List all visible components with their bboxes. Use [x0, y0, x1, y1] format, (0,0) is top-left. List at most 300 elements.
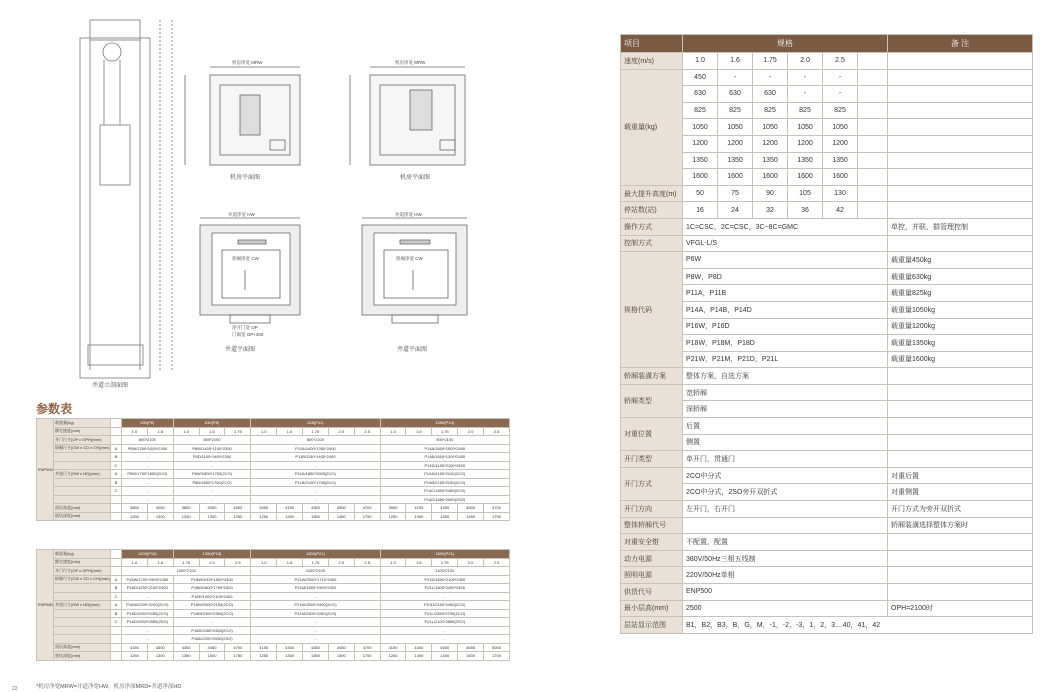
param-cell: 5000 [484, 643, 510, 652]
param-cell: 825(P11) [251, 419, 380, 428]
load-val: 1050 [683, 119, 718, 136]
load-val: 450 [683, 69, 718, 86]
param-cell: - [122, 626, 174, 635]
spec-table-wrapper [620, 34, 1032, 634]
door-type-label: 开门类型 [621, 451, 683, 468]
param-cell: 1250 [251, 652, 277, 661]
rise-label: 最大提升高度(m) [621, 185, 683, 202]
rise-val: 75 [718, 185, 753, 202]
blank [858, 102, 888, 119]
param-sub [111, 635, 122, 644]
param-row [37, 470, 510, 479]
load-val: 825 [718, 102, 753, 119]
param-cell: 4450 [199, 643, 225, 652]
load-val: 630 [753, 86, 788, 103]
param-cell: P18D/1400*2100*2400 [173, 592, 251, 601]
rise-val: 105 [788, 185, 823, 202]
param-sub: C [111, 461, 122, 470]
param-label [54, 626, 111, 635]
param-cell: P14D/1850*2550(2SO) [380, 495, 509, 504]
param-row [37, 575, 510, 584]
caption-section: 井道立剖面图 [92, 383, 129, 389]
param-cell: - [380, 635, 509, 644]
param-cell: - [122, 478, 174, 487]
param-cell: 4500 [458, 504, 484, 513]
param-sub: C [111, 487, 122, 496]
param-row [37, 601, 510, 610]
page-number: 22 [12, 686, 18, 692]
spec-row [621, 102, 1033, 119]
load-val: - [788, 86, 823, 103]
param-label: 载重量(kg) [54, 550, 111, 559]
code-val: P21W，P21M，P21D，P21L [683, 351, 888, 368]
spec-row [621, 35, 1033, 53]
blank [858, 135, 888, 152]
spec-row [621, 252, 1033, 269]
param-label [54, 584, 111, 593]
param-cell: 1350 [173, 652, 199, 661]
param-cell: 4700 [484, 504, 510, 513]
blank [888, 550, 1033, 567]
param-cell: 4700 [354, 643, 380, 652]
param-cell: P14B/2150*2150(2CO) [380, 478, 509, 487]
param-cell: 800*2100 [122, 436, 174, 445]
spec-row [621, 617, 1033, 634]
param-cell: 1350 [303, 652, 329, 661]
param-cell: 1300 [406, 512, 432, 521]
load-val: 630 [683, 86, 718, 103]
param-sub: B [111, 609, 122, 618]
power-label: 动力电源 [621, 550, 683, 567]
load-val: - [788, 69, 823, 86]
param-cell: 1450 [458, 512, 484, 521]
safety-value: 不配置，配置 [683, 534, 888, 551]
param-row [37, 643, 510, 652]
param-label: 载重量(kg) [54, 419, 111, 428]
stops-val: 32 [753, 202, 788, 219]
blank [888, 53, 1033, 70]
blank [888, 119, 1033, 136]
blank [858, 185, 888, 202]
blank [858, 152, 888, 169]
supply-value: ENP500 [683, 584, 888, 601]
param-cell: 1350(P18) [173, 550, 251, 559]
param-cell: P18W/2000*1500*2400 [173, 575, 251, 584]
param-row [37, 453, 510, 462]
spec-row [621, 119, 1033, 136]
param-cell: 1350 [225, 512, 251, 521]
blank [858, 69, 888, 86]
param-cell: 1.75 [432, 427, 458, 436]
hoistway-plan-1 [200, 218, 300, 323]
param-cell: P6W/1200*1000*2300 [122, 444, 174, 453]
param-cell: 1.6 [277, 558, 303, 567]
spec-row [621, 53, 1033, 70]
param-cell: - [251, 592, 380, 601]
spec-row [621, 401, 1033, 418]
param-row [37, 436, 510, 445]
speed-val: 1.0 [683, 53, 718, 70]
type-label: 轿厢类型 [621, 384, 683, 417]
param-cell: - [380, 626, 509, 635]
light-value: 220V/50Hz单相 [683, 567, 888, 584]
param-cell: 1250 [380, 652, 406, 661]
code-note: 载重量630kg [888, 268, 1033, 285]
param-label [54, 487, 111, 496]
blank [888, 584, 1033, 601]
spec-row [621, 285, 1033, 302]
code-note: 载重量1600kg [888, 351, 1033, 368]
param-sub [111, 643, 122, 652]
param-label: 开门尺寸(OP x OPH)(mm) [54, 567, 111, 576]
param-cell: 1100*2100 [380, 567, 509, 576]
label-op-200: 门洞宽 OP+200 [232, 332, 264, 337]
load-val: 630 [718, 86, 753, 103]
load-val: - [823, 86, 858, 103]
param-cell: 1.75 [225, 427, 251, 436]
param-cell: - [122, 461, 174, 470]
param-cell: 1.0 [380, 427, 406, 436]
stops-label: 停站数(站) [621, 202, 683, 219]
param-row [37, 626, 510, 635]
param-cell: 1100*2100 [251, 567, 380, 576]
speed-val: 2.5 [823, 53, 858, 70]
param-row [37, 558, 510, 567]
param-cell: 4500 [432, 643, 458, 652]
param-sub [111, 436, 122, 445]
blank [858, 86, 888, 103]
param-cell: 2.5 [354, 427, 380, 436]
param-cell: 2.0 [199, 558, 225, 567]
spec-row [621, 567, 1033, 584]
param-cell: - [122, 592, 174, 601]
param-cell: 1350 [432, 512, 458, 521]
param-cell: P8W/1800*1750(2CO) [173, 470, 251, 479]
stops-val: 42 [823, 202, 858, 219]
floor-note: OPH=2100时 [888, 600, 1033, 617]
param-cell: 2.5 [225, 558, 251, 567]
param-sub [111, 626, 122, 635]
param-row [37, 550, 510, 559]
param-cell: - [122, 487, 174, 496]
label-mrw-2: 机房净宽 MRW [395, 60, 426, 65]
param-sub [111, 427, 122, 436]
param-label [54, 461, 111, 470]
head-note: 备 注 [888, 35, 1033, 53]
param-sub [111, 512, 122, 521]
param-label: 开门尺寸(OP x OPH)(mm) [54, 436, 111, 445]
param-cell: 4150 [122, 643, 148, 652]
param-label: 井道尺寸(HW x HD)(mm) [54, 470, 111, 479]
label-cw-1: 轿厢净宽 CW [232, 256, 259, 261]
light-label: 照明电源 [621, 567, 683, 584]
param-cell: P21D/2150*2450(2CO) [380, 601, 509, 610]
load-val: 1050 [823, 119, 858, 136]
param-cell: P21W/2000*1710*2400 [251, 575, 380, 584]
param-cell: P16W/2200*2200(2CO) [122, 601, 174, 610]
load-val: 1600 [788, 169, 823, 186]
load-val: 1350 [753, 152, 788, 169]
safety-label: 对重安全钳 [621, 534, 683, 551]
param-cell: 4450 [328, 643, 354, 652]
caption-hw-2: 井道平面图 [397, 347, 428, 353]
param-cell: 2.0 [328, 558, 354, 567]
param-cell: P16D/2050*2450(2CO) [122, 609, 174, 618]
load-val: 825 [788, 102, 823, 119]
param-cell: 1.6 [406, 558, 432, 567]
range-value: B1，B2，B3，B，G，M，-1，-2，-3，1，2，3....40，41，42 [683, 617, 1033, 634]
param-cell: - [251, 495, 380, 504]
hoistway-section-drawing [80, 20, 172, 378]
blank [888, 235, 1033, 252]
param-cell: 1300 [406, 652, 432, 661]
param-sub [111, 504, 122, 513]
param-cell: 2.5 [484, 427, 510, 436]
param-cell: P11A/1850*2000(2CO) [251, 470, 380, 479]
param-cell: 4050 [199, 504, 225, 513]
cwt-val: 后置 [683, 418, 888, 435]
param-cell: 1300 [277, 652, 303, 661]
param-row [37, 444, 510, 453]
load-val: 1350 [823, 152, 858, 169]
label-op: 净开门宽 OP [232, 325, 258, 330]
param-label: 顶层高度(mm) [54, 643, 111, 652]
param-cell: 4350 [173, 643, 199, 652]
spec-row [621, 301, 1033, 318]
param-row [37, 635, 510, 644]
param-cell: 3950 [380, 504, 406, 513]
load-val: 1050 [718, 119, 753, 136]
param-label [54, 609, 111, 618]
param-label: 顶层高度(mm) [54, 504, 111, 513]
ctrl-label: 控制方式 [621, 235, 683, 252]
param-cell: - [251, 487, 380, 496]
door-mode-val: 2CO中分式，2SO旁开双折式 [683, 484, 888, 501]
load-val: 1600 [823, 169, 858, 186]
param-sub [111, 567, 122, 576]
param-cell: P21W/2500*2400(2CO) [251, 601, 380, 610]
param-cell: 1750 [225, 652, 251, 661]
spec-row [621, 517, 1033, 534]
param-cell: 2.5 [354, 558, 380, 567]
deco-code-note: 轿厢装潢选择整体方案时 [888, 517, 1033, 534]
param-cell: 2.0 [458, 427, 484, 436]
param-cell: 1750 [354, 512, 380, 521]
load-val: 1350 [718, 152, 753, 169]
param-cell: - [122, 495, 174, 504]
supply-label: 供货代号 [621, 584, 683, 601]
spec-row [621, 218, 1033, 235]
param-label [54, 592, 111, 601]
spec-row [621, 384, 1033, 401]
blank [888, 135, 1033, 152]
param-sub: A [111, 601, 122, 610]
param-cell: P18W/2500*2150(2CO) [173, 601, 251, 610]
param-cell: P21M/1800*1900*2400 [251, 584, 380, 593]
param-cell: 4400 [406, 643, 432, 652]
spec-row [621, 318, 1033, 335]
param-cell: 1500 [199, 652, 225, 661]
param-cell: 4350 [303, 643, 329, 652]
door-dir-label: 开门方向 [621, 501, 683, 518]
code-val: P6W [683, 252, 888, 269]
param-cell: 1250 [380, 512, 406, 521]
op-label: 操作方式 [621, 218, 683, 235]
param-cell: 1600(P21) [380, 550, 509, 559]
param-cell: 1.0 [122, 427, 148, 436]
label-mrw-1: 机房净宽 MRW [232, 60, 263, 65]
param-sub [111, 495, 122, 504]
blank [888, 152, 1033, 169]
param-cell: 1600(P21) [251, 550, 380, 559]
param-cell: 1.0 [251, 427, 277, 436]
param-cell: - [173, 487, 251, 496]
code-val: P11A，P11B [683, 285, 888, 302]
param-cell: 1.0 [380, 558, 406, 567]
head-spec: 规格 [683, 35, 888, 53]
spec-row [621, 351, 1033, 368]
param-sub: B [111, 478, 122, 487]
param-sub [111, 558, 122, 567]
speed-label: 速度(m/s) [621, 53, 683, 70]
footnote: *机房净宽MRW=井道净宽HW，机房净深MRD=井道净深HD [36, 684, 182, 690]
param-cell: 2.5 [484, 558, 510, 567]
param-cell: 1050(P14) [380, 419, 509, 428]
param-cell: 1300 [277, 512, 303, 521]
param-label [54, 618, 111, 627]
param-cell: 4150 [406, 504, 432, 513]
blank [888, 69, 1033, 86]
blank [888, 418, 1033, 435]
param-cell: - [251, 618, 380, 627]
label-cw-2: 轿厢净宽 CW [396, 256, 423, 261]
param-row [37, 478, 510, 487]
ctrl-value: VFGL-L/S [683, 235, 888, 252]
param-label: 额定速度(m/s) [54, 558, 111, 567]
param-cell: 1.0 [122, 558, 148, 567]
param-cell: P18M/2300*2350(2CO) [173, 609, 251, 618]
blank [888, 384, 1033, 401]
param-cell: 3950 [251, 504, 277, 513]
door-mode-label: 开门方式 [621, 467, 683, 500]
param-cell: 1450 [328, 512, 354, 521]
param-cell: 1300 [147, 652, 173, 661]
blank [888, 169, 1033, 186]
param-cell: 4700 [354, 504, 380, 513]
speed-val: 2.0 [788, 53, 823, 70]
rise-val: 50 [683, 185, 718, 202]
param-cell: P8D/1100*1400*2300 [173, 453, 251, 462]
load-val: - [823, 69, 858, 86]
param-row [37, 487, 510, 496]
param-cell: 1.75 [303, 427, 329, 436]
spec-row [621, 534, 1033, 551]
code-val: P18W，P18M，P18D [683, 335, 888, 352]
param-cell: P14D/1100*2100*2400 [380, 461, 509, 470]
param-cell: 1700 [484, 652, 510, 661]
code-val: P14A，P14B，P14D [683, 301, 888, 318]
load-val: 825 [683, 102, 718, 119]
param-cell: P11B/2100*1750(2CO) [251, 478, 380, 487]
param-cell: 800*2100 [251, 436, 380, 445]
code-note: 载重量1350kg [888, 335, 1033, 352]
param-cell: 1.75 [173, 558, 199, 567]
param-cell: P8D/1800*1750(2CO) [173, 478, 251, 487]
params-table-enp580 [36, 549, 510, 661]
spec-row [621, 235, 1033, 252]
param-sub [111, 419, 122, 428]
blank [888, 102, 1033, 119]
op-value: 1C=CSC，2C=CSC，3C~8C=GMC [683, 218, 888, 235]
param-cell: 800*2100 [173, 436, 251, 445]
spec-row [621, 135, 1033, 152]
spec-row [621, 69, 1033, 86]
param-cell: P16D/2050*2550(2SO) [122, 618, 174, 627]
load-val: 1200 [823, 135, 858, 152]
param-cell: 1200(P16) [122, 550, 174, 559]
param-side: ENP580 [37, 550, 54, 661]
door-mode-note: 对重后置 [888, 467, 1033, 484]
blank [888, 434, 1033, 451]
load-label: 载重量(kg) [621, 69, 683, 185]
param-label [54, 495, 111, 504]
blank [858, 202, 888, 219]
param-row [37, 504, 510, 513]
param-cell: 4350 [432, 504, 458, 513]
param-label: 额定速度(m/s) [54, 427, 111, 436]
head-item: 项目 [621, 35, 683, 53]
load-val: 1050 [753, 119, 788, 136]
param-cell: 1.75 [303, 558, 329, 567]
rise-val: 130 [823, 185, 858, 202]
param-cell: 4500 [328, 504, 354, 513]
code-note: 载重量1200kg [888, 318, 1033, 335]
param-cell: - [122, 635, 174, 644]
param-cell: P14C/1850*2450(2CO) [380, 487, 509, 496]
load-val: - [718, 69, 753, 86]
spec-row [621, 152, 1033, 169]
op-note: 单控，并联，群管理控制 [888, 218, 1033, 235]
params-title: 参数表 [36, 402, 73, 416]
spec-row [621, 335, 1033, 352]
param-cell: 1.0 [251, 558, 277, 567]
label-hw-1: 井道净宽 HW [228, 212, 255, 217]
type-val: 深轿厢 [683, 401, 888, 418]
spec-row [621, 584, 1033, 601]
param-cell: P16W/1700*1500*2400 [122, 575, 174, 584]
stops-val: 36 [788, 202, 823, 219]
param-cell: 1.6 [147, 558, 173, 567]
param-cell: - [251, 626, 380, 635]
param-cell: 1.6 [406, 427, 432, 436]
param-cell: P14A/1600*1500*2400 [380, 444, 509, 453]
param-sub: A [111, 444, 122, 453]
load-val: 1600 [718, 169, 753, 186]
param-cell: 4300 [147, 643, 173, 652]
param-row [37, 618, 510, 627]
param-cell: 1250 [122, 652, 148, 661]
param-cell: 1.0 [173, 427, 199, 436]
load-val: 1350 [788, 152, 823, 169]
door-type-value: 单开门，贯通门 [683, 451, 888, 468]
blank [888, 451, 1033, 468]
spec-row [621, 202, 1033, 219]
cwt-label: 对重位置 [621, 418, 683, 451]
spec-row [621, 434, 1033, 451]
param-cell: 4050 [147, 504, 173, 513]
load-val: 1050 [788, 119, 823, 136]
param-cell: 1.6 [147, 427, 173, 436]
